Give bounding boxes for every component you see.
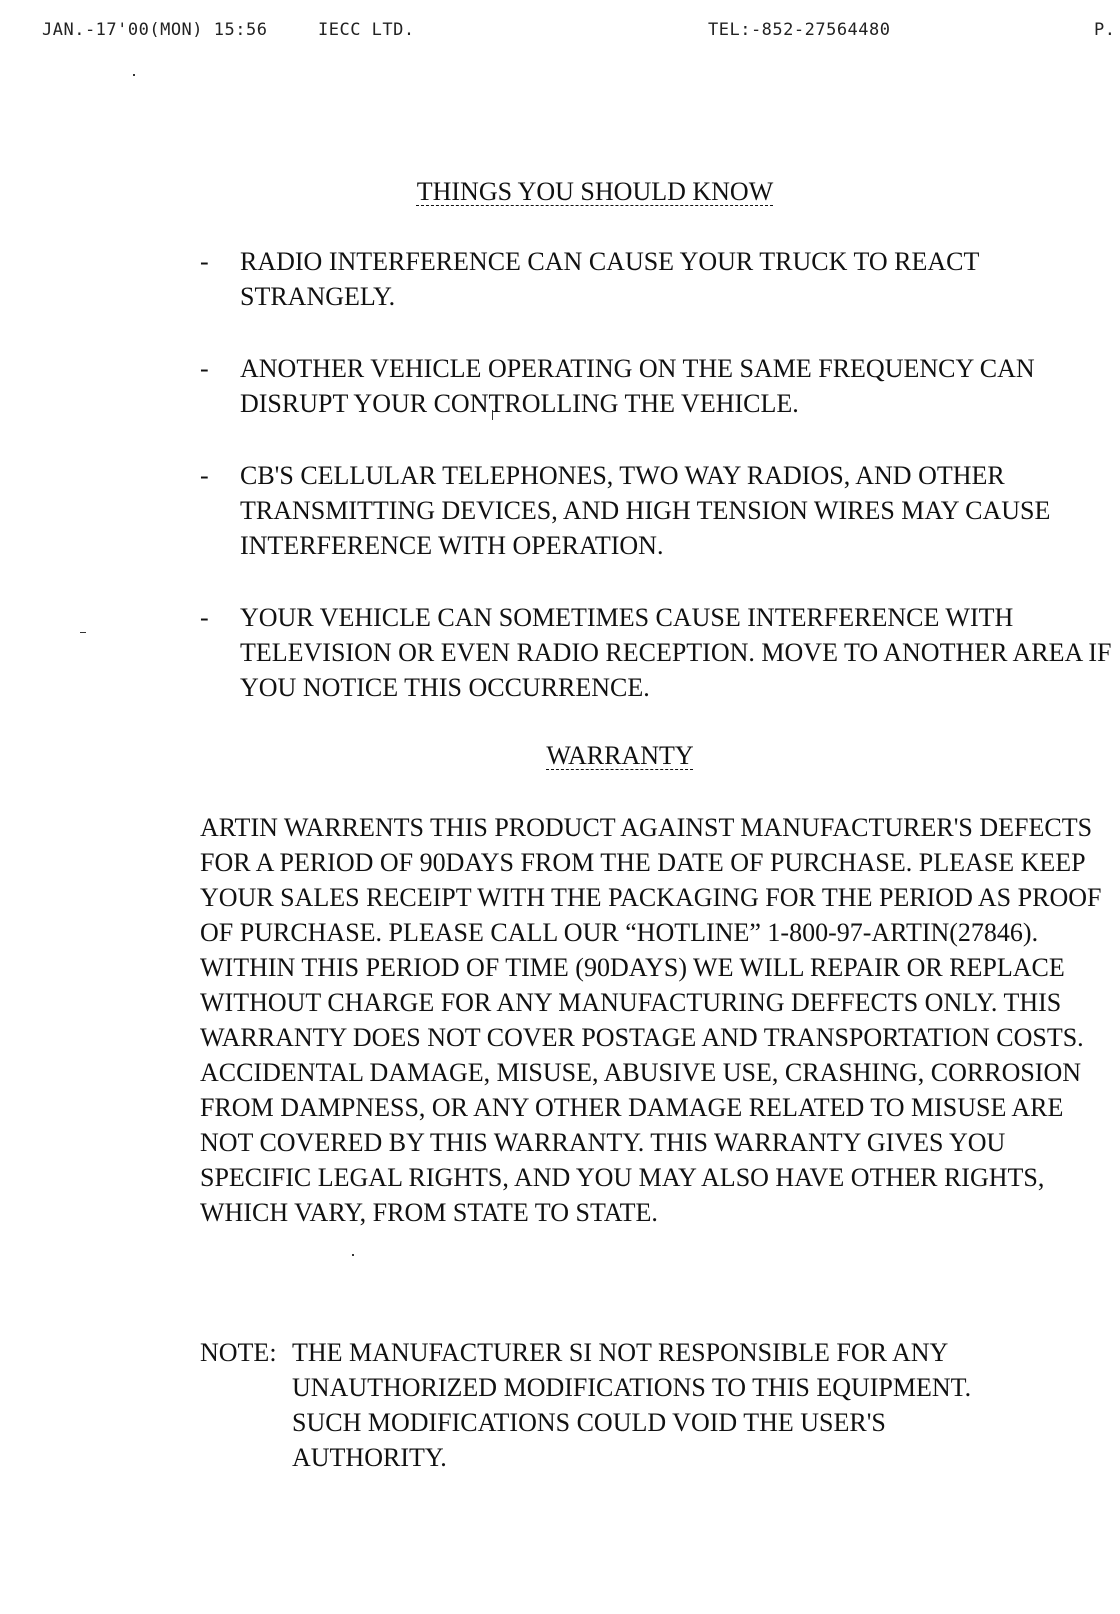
fax-company: IECC LTD. bbox=[318, 20, 415, 40]
bullet-dash: - bbox=[200, 247, 209, 276]
scan-speck bbox=[352, 1254, 354, 1256]
things-list bbox=[200, 244, 1115, 742]
note-block bbox=[200, 1335, 1115, 1475]
bullet-dash: - bbox=[200, 461, 209, 490]
list-item-text: RADIO INTERFERENCE CAN CAUSE YOUR TRUCK TO REACT STRANGELY. bbox=[240, 247, 979, 311]
fax-page-number: P. bbox=[1094, 20, 1116, 40]
scan-speck bbox=[80, 632, 86, 633]
fax-telephone: TEL:-852-27564480 bbox=[708, 20, 891, 40]
note-text: THE MANUFACTURER SI NOT RESPONSIBLE FOR ANY UNAUTHORIZED MODIFICATIONS TO THIS EQUIPMENT. SUCH MODIFICATIONS COULD VOID THE USER'S AUTHORITY. bbox=[292, 1338, 972, 1472]
fax-header bbox=[0, 20, 1120, 46]
fax-date-time: JAN.-17'00(MON) 15:56 bbox=[42, 20, 268, 40]
note-label: NOTE: bbox=[200, 1338, 277, 1367]
list-item-text: YOUR VEHICLE CAN SOMETIMES CAUSE INTERFERENCE WITH TELEVISION OR EVEN RADIO RECEPTION. MOVE TO ANOTHER AREA IF YOU NOTICE THIS OCCURRENCE. bbox=[240, 603, 1112, 702]
things-you-should-know-heading: THINGS YOU SHOULD KNOW bbox=[416, 177, 774, 206]
warranty-heading: WARRANTY bbox=[546, 741, 694, 770]
scan-speck bbox=[133, 74, 135, 76]
bullet-dash: - bbox=[200, 603, 209, 632]
list-item bbox=[200, 600, 1115, 705]
warranty-paragraph: ARTIN WARRENTS THIS PRODUCT AGAINST MANUFACTURER'S DEFECTS FOR A PERIOD OF 90DAYS FROM THE DATE OF PURCHASE. PLEASE KEEP YOUR SALES RECEIPT WITH THE PACKAGING FOR THE PERIOD AS PROOF OF PURCHASE. PLEASE CALL OUR “HOTLINE” 1-800-97-ARTIN(27846). WITHIN THIS PERIOD OF TIME (90DAYS) WE WILL REPAIR OR REPLACE WITHOUT CHARGE FOR ANY MANUFACTURING DEFFECTS ONLY. THIS WARRANTY DOES NOT COVER POSTAGE AND TRANSPORTATION COSTS. ACCIDENTAL DAMAGE, MISUSE, ABUSIVE USE, CRASHING, CORROSION FROM DAMPNESS, OR ANY OTHER DAMAGE RELATED TO MISUSE ARE NOT COVERED BY THIS WARRANTY. THIS WARRANTY GIVES YOU SPECIFIC LEGAL RIGHTS, AND YOU MAY ALSO HAVE OTHER RIGHTS, WHICH VARY, FROM STATE TO STATE. bbox=[200, 813, 1102, 1227]
bullet-dash: - bbox=[200, 354, 209, 383]
list-item-text: CB'S CELLULAR TELEPHONES, TWO WAY RADIOS, AND OTHER TRANSMITTING DEVICES, AND HIGH TENSION WIRES MAY CAUSE INTERFERENCE WITH OPERATION. bbox=[240, 461, 1051, 560]
list-item bbox=[200, 351, 1115, 421]
list-item bbox=[200, 458, 1115, 563]
list-item bbox=[200, 244, 1115, 314]
list-item-text: ANOTHER VEHICLE OPERATING ON THE SAME FREQUENCY CAN DISRUPT YOUR CONTROLLING THE VEHICLE. bbox=[240, 354, 1035, 418]
